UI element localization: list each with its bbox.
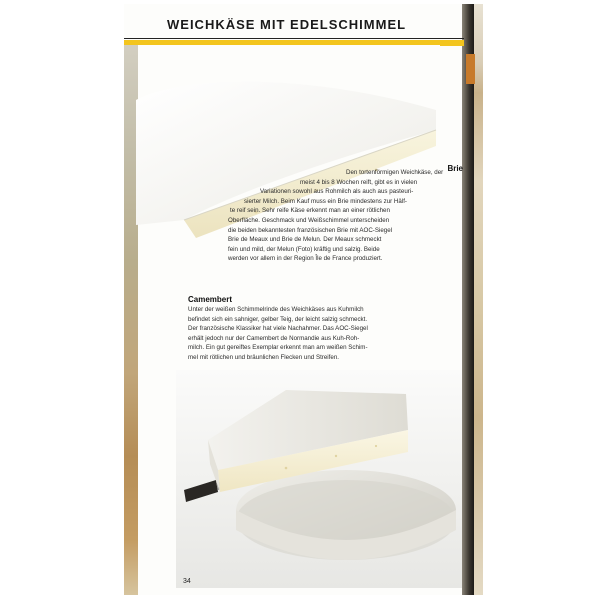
brie-line: te reif sein. Sehr reife Käse erkennt man an einer rötlichen [230, 207, 390, 215]
brie-line: werden vor allem in der Region Île de France produziert. [228, 255, 383, 263]
header-accent-bar [124, 40, 464, 45]
camembert-line: Unter der weißen Schimmelrinde des Weichkäses aus Kuhmilch [188, 306, 364, 313]
camembert-line: Der französische Klassiker hat viele Nachahmer. Das AOC-Siegel [188, 325, 368, 333]
camembert-description [188, 305, 428, 363]
next-page-accent [466, 54, 475, 84]
brie-line: fein und mild, der Melun (Foto) kräftig und salzig. Beide [228, 245, 380, 253]
camembert-photo [176, 370, 462, 588]
brie-line: Variationen sowohl aus Rohmilch als auch aus pasteuri- [260, 188, 414, 196]
page-header [124, 14, 464, 39]
next-page-edge [474, 4, 483, 595]
brie-line: meist 4 bis 8 Wochen reift, gibt es in vielen [300, 178, 418, 186]
brie-heading: Brie [447, 164, 463, 173]
camembert-line: mel mit rötlichen und bräunlichen Flecken und Streifen. [188, 353, 339, 361]
camembert-heading: Camembert [188, 295, 233, 304]
brie-description [228, 168, 463, 264]
brie-line: Brie de Meaux und Brie de Melun. Der Meaux schmeckt [228, 236, 382, 244]
header-accent-corner [440, 40, 464, 46]
camembert-line: erhält jedoch nur der Camembert de Normandie aus Kuh-Roh- [188, 334, 360, 342]
brie-line: sierter Milch. Beim Kauf muss ein Brie mindestens zur Hälf- [244, 197, 407, 205]
page-title: WEICHKÄSE MIT EDELSCHIMMEL [167, 17, 407, 32]
book-gutter [462, 4, 474, 595]
brie-line: die beiden bekanntesten französischen Brie mit AOC-Siegel [228, 226, 393, 234]
brie-line: Den tortenförmigen Weichkäse, der [346, 169, 444, 176]
camembert-line: milch. Ein gut gereiftes Exemplar erkennt man am weißen Schim- [188, 344, 368, 352]
brie-line: Oberfläche. Geschmack und Weißschimmel unterscheiden [228, 216, 390, 224]
camembert-line: befindet sich ein sahniger, gelber Teig, der leicht salzig schmeckt. [188, 315, 368, 323]
page-number: 34 [183, 578, 191, 585]
